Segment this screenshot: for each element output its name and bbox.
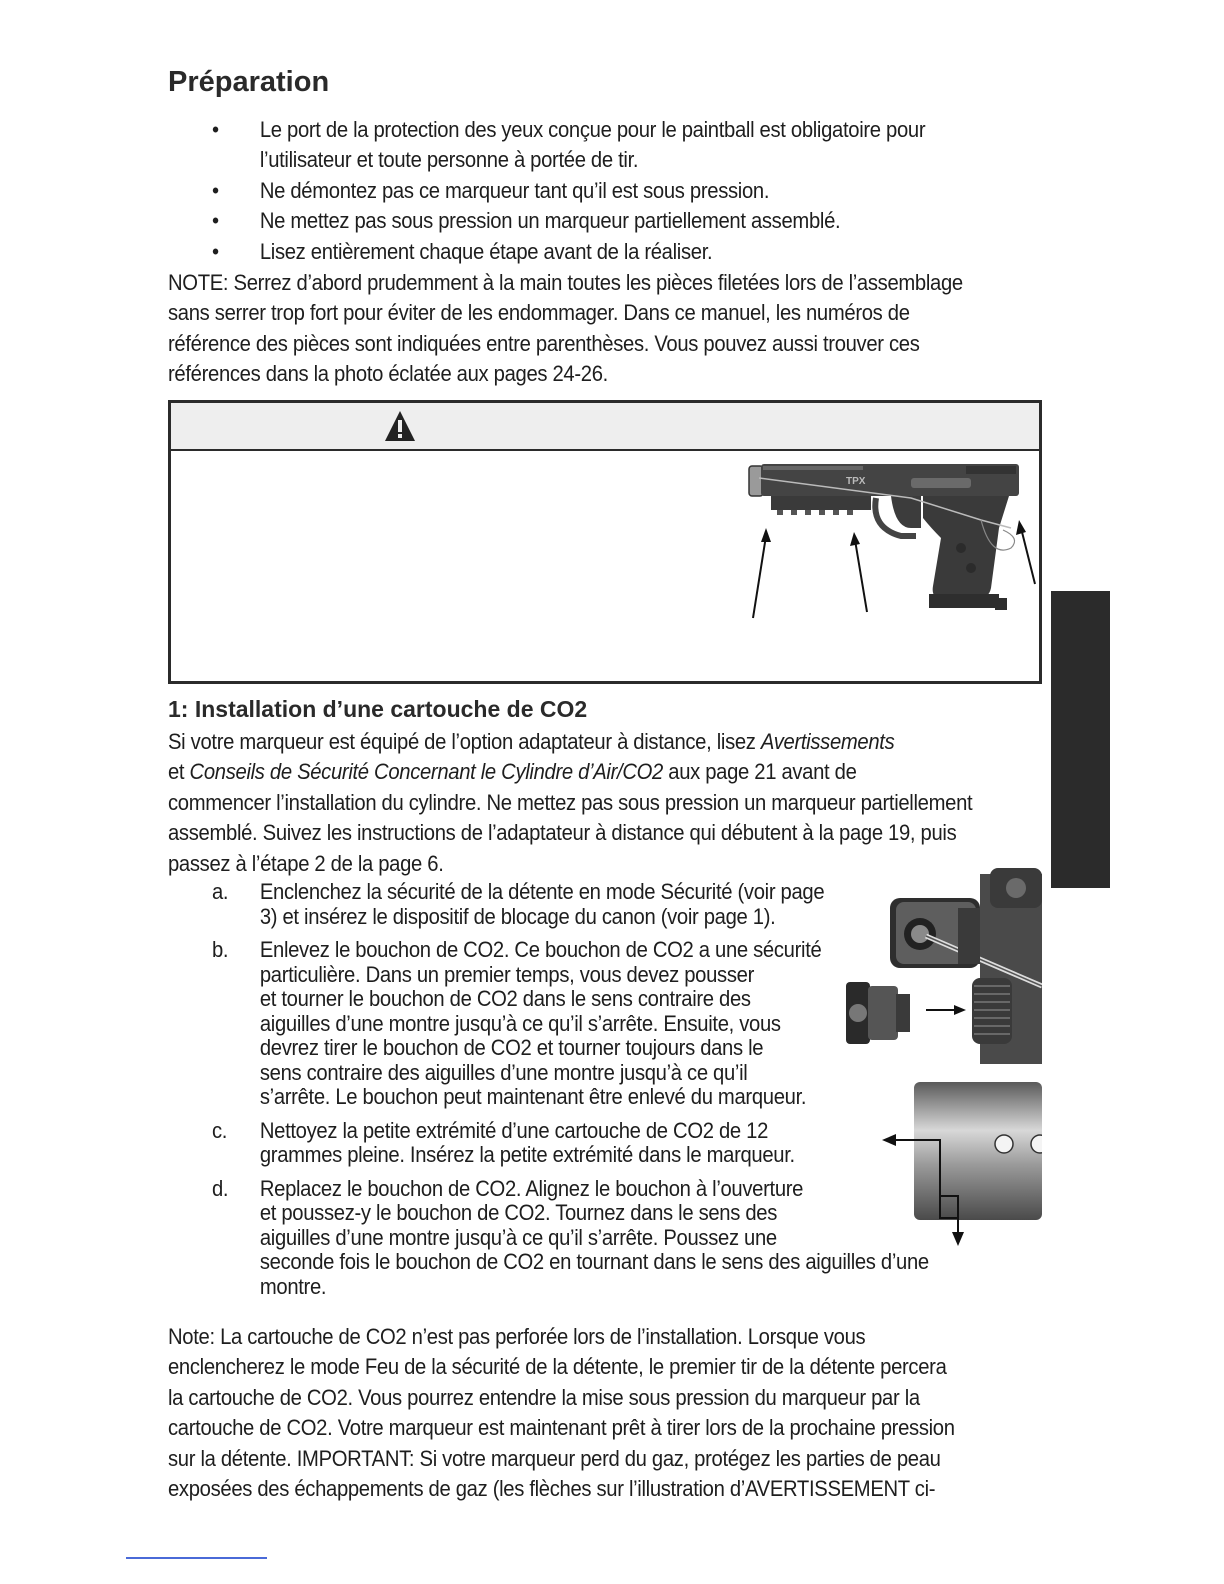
heading-co2-installation: 1: Installation d’une cartouche de CO2 bbox=[168, 696, 588, 722]
warning-triangle-icon bbox=[383, 409, 417, 443]
intro-emphasis: Conseils de Sécurité Concernant le Cylindre d’Air/CO2 bbox=[189, 759, 663, 785]
co2-cap-part bbox=[846, 982, 910, 1044]
note-line: référence des pièces sont indiquées entre parenthèses. Vous pouvez aussi trouver ces bbox=[168, 330, 920, 356]
gas-escape-arrow bbox=[753, 528, 771, 618]
intro-text: et bbox=[168, 759, 190, 785]
marker-gas-warning-illustration bbox=[741, 458, 1039, 628]
note-line: Note: La cartouche de CO2 n’est pas perforée lors de l’installation. Lorsque vous bbox=[168, 1324, 866, 1349]
bullet-dot: • bbox=[212, 117, 219, 142]
bullet-dot: • bbox=[212, 208, 219, 234]
intro-line: assemblé. Suivez les instructions de l’adaptateur à distance qui débutent à la page 19, puis bbox=[168, 820, 957, 846]
step-line: aiguilles d’une montre jusqu’à ce qu’il s’arrête. Ensuite, vous bbox=[259, 1010, 781, 1036]
footer-rule bbox=[126, 1557, 267, 1559]
step-letter: a. bbox=[212, 879, 229, 904]
intro-text: Si votre marqueur est équipé de l’option adaptateur à distance, lisez bbox=[168, 729, 761, 754]
bullet-text: Ne mettez pas sous pression un marqueur partiellement assemblé. bbox=[259, 208, 841, 234]
intro-line: commencer l’installation du cylindre. Ne mettez pas sous pression un marqueur partiellement bbox=[168, 789, 973, 815]
intro-line bbox=[168, 727, 972, 757]
gas-escape-arrow bbox=[1016, 520, 1035, 584]
bullet-text: Ne démontez pas ce marqueur tant qu’il est sous pression. bbox=[259, 177, 770, 203]
warning-box bbox=[168, 400, 1042, 684]
step-line: Nettoyez la petite extrémité d’une cartouche de CO2 de 12 bbox=[259, 1117, 769, 1143]
bullet-text: Lisez entièrement chaque étape avant de la réaliser. bbox=[259, 238, 713, 264]
bullet-dot: • bbox=[212, 177, 219, 203]
gas-escape-arrow bbox=[850, 532, 867, 612]
assembly-note bbox=[168, 268, 963, 390]
bullet-item bbox=[212, 176, 925, 206]
step-line: et poussez-y le bouchon de CO2. Tournez dans le sens des bbox=[259, 1200, 778, 1225]
step-line: Enlevez le bouchon de CO2. Ce bouchon de CO2 a une sécurité bbox=[259, 937, 822, 962]
step-line: sens contraire des aiguilles d’une montre jusqu’à ce qu’il bbox=[259, 1059, 748, 1085]
marker-logo-text: TPX bbox=[846, 476, 866, 487]
step-letter: d. bbox=[212, 1175, 229, 1201]
step-line: particulière. Dans un premier temps, vous devez pousser bbox=[259, 961, 754, 987]
safety-bullets bbox=[212, 115, 925, 267]
note-line: enclencherez le mode Feu de la sécurité de la détente, le premier tir de la détente percera bbox=[168, 1354, 947, 1380]
intro-line: passez à l’étape 2 de la page 6. bbox=[168, 850, 444, 876]
note-line: sans serrer trop fort pour éviter de les endommager. Dans ce manuel, les numéros de bbox=[168, 300, 910, 326]
step-line: Replacez le bouchon de CO2. Alignez le bouchon à l’ouverture bbox=[259, 1175, 804, 1201]
section-side-tab bbox=[1051, 591, 1110, 888]
step-line: Enclenchez la sécurité de la détente en mode Sécurité (voir page bbox=[259, 879, 825, 904]
co2-cap-alignment-illustration bbox=[880, 1078, 1042, 1248]
note-line: la cartouche de CO2. Vous pourrez entendre la mise sous pression du marqueur par la bbox=[168, 1384, 920, 1410]
installation-intro bbox=[168, 727, 972, 879]
step-letter: b. bbox=[212, 937, 229, 962]
cap-receiver-part bbox=[972, 978, 1012, 1044]
intro-line bbox=[168, 757, 972, 787]
step-line: montre. bbox=[259, 1273, 327, 1299]
step-line: devrez tirer le bouchon de CO2 et tourner toujours dans le bbox=[259, 1035, 764, 1060]
note-line: NOTE: Serrez d’abord prudemment à la main toutes les pièces filetées lors de l’assemblage bbox=[168, 270, 963, 295]
step-line: s’arrête. Le bouchon peut maintenant être enlevé du marqueur. bbox=[259, 1084, 807, 1109]
step-item bbox=[212, 938, 929, 1110]
step-item bbox=[212, 1177, 929, 1300]
bullet-text: Le port de la protection des yeux conçue pour le paintball est obligatoire pour bbox=[259, 117, 926, 142]
step-line: seconde fois le bouchon de CO2 en tournant dans le sens des aiguilles d’une bbox=[259, 1249, 929, 1274]
bullet-item bbox=[212, 237, 925, 267]
intro-emphasis: Avertissements bbox=[760, 729, 895, 754]
step-line: grammes pleine. Insérez la petite extrémité dans le marqueur. bbox=[259, 1142, 795, 1167]
co2-cap-removal-illustration bbox=[840, 868, 1042, 1078]
heading-preparation: Préparation bbox=[168, 66, 330, 98]
bullet-text: l’utilisateur et toute personne à portée de tir. bbox=[259, 147, 639, 173]
step-item bbox=[212, 1119, 929, 1168]
step-letter: c. bbox=[212, 1117, 228, 1143]
note-line: cartouche de CO2. Votre marqueur est maintenant prêt à tirer lors de la prochaine pression bbox=[168, 1415, 955, 1441]
note-line: références dans la photo éclatée aux pages 24-26. bbox=[168, 361, 608, 387]
bullet-dot: • bbox=[212, 238, 219, 264]
marker-body bbox=[749, 464, 1019, 610]
installation-steps bbox=[212, 880, 929, 1308]
puncture-note bbox=[168, 1322, 955, 1504]
intro-text: aux page 21 avant de bbox=[662, 759, 857, 785]
cap-insert-arrow bbox=[926, 1005, 966, 1015]
bullet-item bbox=[212, 115, 925, 176]
note-line: sur la détente. IMPORTANT: Si votre marqueur perd du gaz, protégez les parties de peau bbox=[168, 1445, 941, 1471]
step-line: aiguilles d’une montre jusqu’à ce qu’il s’arrête. Poussez une bbox=[259, 1224, 777, 1250]
step-item bbox=[212, 880, 929, 929]
note-line: exposées des échappements de gaz (les flèches sur l’illustration d’AVERTISSEMENT ci- bbox=[168, 1476, 936, 1502]
warning-header bbox=[171, 403, 1039, 451]
bullet-item bbox=[212, 206, 925, 236]
step-line: et tourner le bouchon de CO2 dans le sens contraire des bbox=[259, 986, 751, 1011]
step-line: 3) et insérez le dispositif de blocage du canon (voir page 1). bbox=[259, 903, 776, 929]
